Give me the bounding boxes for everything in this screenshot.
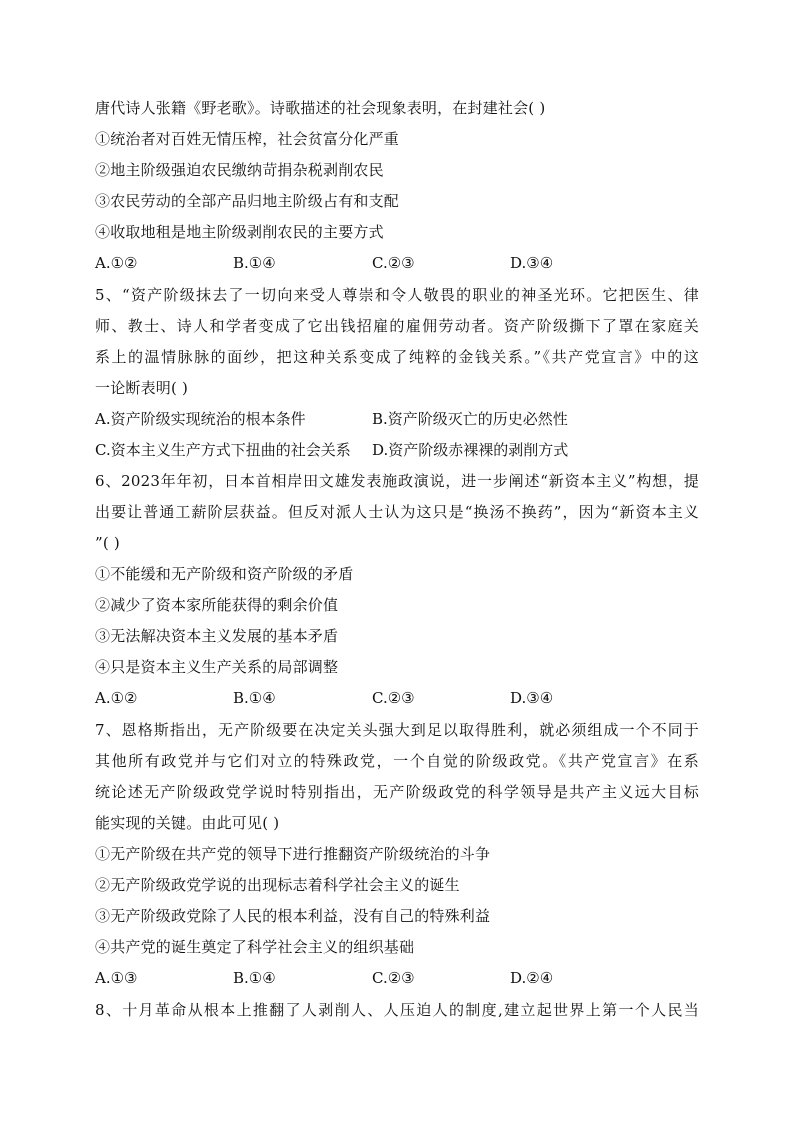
q7-options (95, 967, 699, 989)
q5-option-a: A.资产阶级实现统治的根本条件 (95, 410, 306, 428)
q7-stem-line-4: 能实现的关键。由此可见( ) (95, 814, 280, 832)
q5-stem-line-4: 一论断表明( ) (95, 379, 189, 397)
q6-item-1: ①不能缓和无产阶级和资产阶级的矛盾 (95, 565, 354, 583)
q6-option-c: C.②③ (372, 689, 415, 707)
q6-stem-line-1: 6、2023年年初，日本首相岸田文雄发表施政演说，进一步阐述“新资本主义”构想，提 (95, 472, 699, 490)
q6-option-d: D.③④ (510, 689, 554, 707)
q7-item-4: ④共产党的诞生奠定了科学社会主义的组织基础 (95, 938, 415, 956)
q5-option-b: B.资产阶级灭亡的历史必然性 (372, 410, 568, 428)
q4-option-b: B.①④ (233, 254, 276, 272)
q4-stem: 唐代诗人张籍《野老歌》。诗歌描述的社会现象表明，在封建社会( ) (95, 99, 546, 117)
q4-option-c: C.②③ (372, 254, 415, 272)
q7-item-2: ②无产阶级政党学说的出现标志着科学社会主义的诞生 (95, 876, 460, 894)
q5-options-row-1 (95, 408, 699, 430)
q7-option-a: A.①③ (95, 969, 138, 987)
q6-item-2: ②减少了资本家所能获得的剩余价值 (95, 596, 339, 614)
q7-option-c: C.②③ (372, 969, 415, 987)
q6-option-a: A.①② (95, 689, 138, 707)
q4-option-a: A.①② (95, 254, 138, 272)
q7-item-3: ③无产阶级政党除了人民的根本利益，没有自己的特殊利益 (95, 907, 491, 925)
q5-stem-line-1: 5、“资产阶级抹去了一切向来受人尊崇和令人敬畏的职业的神圣光环。它把医生、律 (95, 286, 699, 304)
q7-stem-line-2: 其他所有政党并与它们对立的特殊政党，一个自觉的阶级政党。《共产党宣言》在系 (95, 752, 699, 770)
q6-item-3: ③无法解决资本主义发展的基本矛盾 (95, 627, 339, 645)
q5-stem-line-2: 师、教士、诗人和学者变成了它出钱招雇的雇佣劳动者。资产阶级撕下了罩在家庭关 (95, 317, 699, 335)
q6-stem-line-3: ”( ) (95, 534, 120, 552)
q7-stem-line-1: 7、恩格斯指出，无产阶级要在决定关头强大到足以取得胜利，就必须组成一个不同于 (95, 721, 699, 739)
q7-option-d: D.②④ (510, 969, 554, 987)
q5-option-d: D.资产阶级赤裸裸的剥削方式 (372, 441, 569, 459)
q4-options (95, 252, 699, 274)
q7-stem-line-3: 统论述无产阶级政党学说时特别指出，无产阶级政党的科学领导是共产主义远大目标 (95, 783, 699, 801)
q4-item-1: ①统治者对百姓无情压榨，社会贫富分化严重 (95, 130, 400, 148)
q6-options (95, 687, 699, 709)
q7-option-b: B.①④ (233, 969, 276, 987)
q5-option-c: C.资本主义生产方式下扭曲的社会关系 (95, 441, 351, 459)
q4-item-3: ③农民劳动的全部产品归地主阶级占有和支配 (95, 192, 400, 210)
q6-stem-line-2: 出要让普通工薪阶层获益。但反对派人士认为这只是“换汤不换药”，因为“新资本主义 (95, 503, 699, 521)
q5-options-row-2 (95, 439, 699, 461)
q6-item-4: ④只是资本主义生产关系的局部调整 (95, 658, 339, 676)
q4-option-d: D.③④ (510, 254, 554, 272)
q4-item-2: ②地主阶级强迫农民缴纳苛捐杂税剥削农民 (95, 161, 384, 179)
q8-stem-line-1: 8、十月革命从根本上推翻了人剥削人、人压迫人的制度,建立起世界上第一个人民当 (95, 1001, 699, 1019)
q7-item-1: ①无产阶级在共产党的领导下进行推翻资产阶级统治的斗争 (95, 845, 491, 863)
q4-item-4: ④收取地租是地主阶级剥削农民的主要方式 (95, 223, 384, 241)
q6-option-b: B.①④ (233, 689, 276, 707)
q5-stem-line-3: 系上的温情脉脉的面纱，把这种关系变成了纯粹的金钱关系。”《共产党宣言》中的这 (95, 348, 699, 366)
